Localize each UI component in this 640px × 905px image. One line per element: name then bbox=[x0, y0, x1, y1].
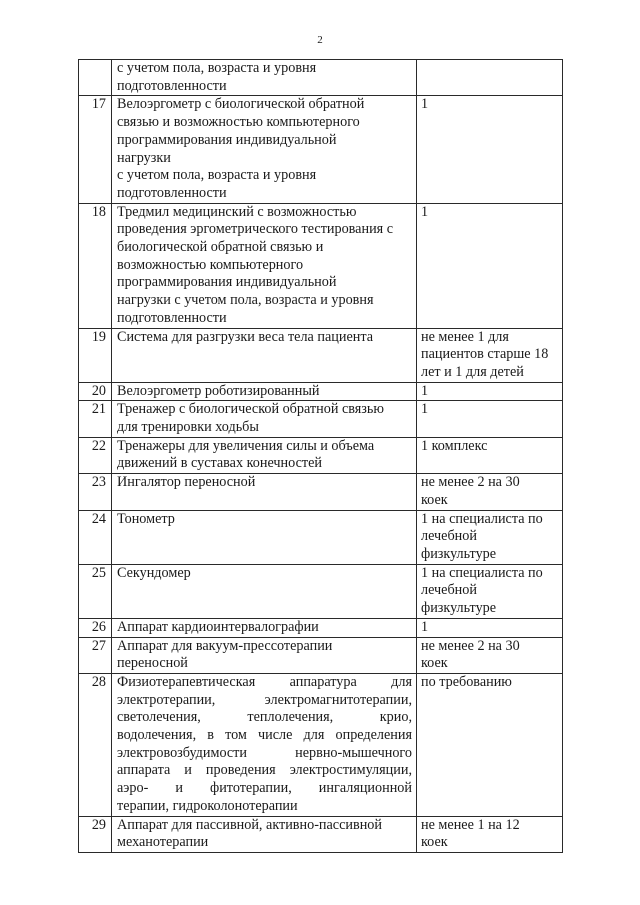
equipment-quantity-line: коек bbox=[421, 834, 448, 851]
equipment-quantity-line: лет и 1 для детей bbox=[421, 363, 524, 380]
row-number: 17 bbox=[79, 96, 112, 203]
equipment-name-line: с учетом пола, возраста и уровня bbox=[117, 167, 317, 184]
equipment-name bbox=[112, 60, 417, 96]
equipment-quantity bbox=[417, 673, 563, 816]
equipment-quantity-line: лечебной bbox=[421, 528, 477, 545]
equipment-name bbox=[112, 328, 417, 382]
equipment-name-line: проведения эргометрического тестирования с bbox=[117, 221, 394, 238]
equipment-name-line: Тренажер с биологической обратной связью bbox=[117, 401, 384, 418]
equipment-name-line: с учетом пола, возраста и уровня bbox=[117, 60, 317, 76]
equipment-quantity-line: не менее 1 на 12 bbox=[421, 816, 520, 833]
equipment-name bbox=[112, 474, 417, 510]
table-row bbox=[79, 382, 563, 401]
table-row bbox=[79, 637, 563, 673]
equipment-quantity-line: лечебной bbox=[421, 582, 477, 599]
equipment-name-line: Аппарат для вакуум-прессотерапии bbox=[117, 637, 333, 654]
equipment-name-line: Тренажеры для увеличения силы и объема bbox=[117, 437, 375, 454]
equipment-name bbox=[112, 618, 417, 637]
equipment-name bbox=[112, 203, 417, 328]
equipment-name-line: Аппарат кардиоинтервалографии bbox=[117, 618, 319, 635]
row-number: 25 bbox=[79, 564, 112, 618]
row-number: 27 bbox=[79, 637, 112, 673]
equipment-quantity-line: 1 bbox=[421, 96, 429, 113]
equipment-quantity bbox=[417, 401, 563, 437]
equipment-name-line: Система для разгрузки веса тела пациента bbox=[117, 328, 374, 345]
equipment-name-line: Тредмил медицинский с возможностью bbox=[117, 203, 357, 220]
equipment-quantity bbox=[417, 618, 563, 637]
row-number bbox=[79, 60, 112, 96]
equipment-name-line: возможностью компьютерного bbox=[117, 256, 304, 273]
row-number: 22 bbox=[79, 437, 112, 473]
table-row bbox=[79, 618, 563, 637]
equipment-name-line: подготовленности bbox=[117, 309, 227, 326]
equipment-quantity bbox=[417, 203, 563, 328]
equipment-name-line: электровозбудимости нервно-мышечного bbox=[117, 744, 412, 761]
equipment-name-line: подготовленности bbox=[117, 184, 227, 201]
equipment-name-line: связью и возможностью компьютерного bbox=[117, 114, 360, 131]
equipment-name-line: для тренировки ходьбы bbox=[117, 419, 259, 436]
equipment-quantity-line: 1 bbox=[421, 382, 429, 399]
equipment-quantity-line: по требованию bbox=[421, 673, 512, 690]
equipment-quantity bbox=[417, 474, 563, 510]
equipment-name bbox=[112, 401, 417, 437]
equipment-name bbox=[112, 816, 417, 852]
equipment-name-line: Аппарат для пассивной, активно-пассивной bbox=[117, 816, 382, 833]
equipment-quantity bbox=[417, 816, 563, 852]
table-row bbox=[79, 60, 563, 96]
equipment-name-line: Ингалятор переносной bbox=[117, 474, 256, 491]
table-row bbox=[79, 510, 563, 564]
equipment-name-line: переносной bbox=[117, 655, 188, 672]
table-row bbox=[79, 437, 563, 473]
equipment-name-line: светолечения, теплолечения, крио, bbox=[117, 709, 412, 726]
equipment-name bbox=[112, 96, 417, 203]
equipment-name bbox=[112, 437, 417, 473]
equipment-name-line: биологической обратной связью и bbox=[117, 239, 324, 256]
equipment-name bbox=[112, 673, 417, 816]
equipment-name-line: водолечения, в том числе для определения bbox=[117, 727, 412, 744]
equipment-quantity-line: 1 комплекс bbox=[421, 437, 488, 454]
equipment-name bbox=[112, 637, 417, 673]
equipment-name-line: нагрузки с учетом пола, возраста и уровня bbox=[117, 292, 374, 309]
row-number: 23 bbox=[79, 474, 112, 510]
equipment-quantity bbox=[417, 96, 563, 203]
table-row bbox=[79, 328, 563, 382]
table-row bbox=[79, 474, 563, 510]
equipment-name-line: электротерапии, электромагнитотерапии, bbox=[117, 691, 412, 708]
row-number: 24 bbox=[79, 510, 112, 564]
equipment-name-line: программирования индивидуальной bbox=[117, 274, 337, 291]
equipment-name-line: аэро- и фитотерапии, ингаляционной bbox=[117, 780, 412, 797]
table-row bbox=[79, 564, 563, 618]
equipment-quantity-line: 1 bbox=[421, 618, 429, 635]
equipment-quantity-line: 1 на специалиста по bbox=[421, 510, 543, 527]
equipment-quantity bbox=[417, 382, 563, 401]
equipment-quantity-line: физкультуре bbox=[421, 600, 497, 617]
table-row bbox=[79, 673, 563, 816]
page-number: 2 bbox=[317, 34, 323, 46]
equipment-quantity-line: 1 bbox=[421, 203, 429, 220]
row-number: 20 bbox=[79, 382, 112, 401]
row-number: 19 bbox=[79, 328, 112, 382]
row-number: 26 bbox=[79, 618, 112, 637]
equipment-quantity-line: не менее 1 для bbox=[421, 328, 509, 345]
equipment-name-line: подготовленности bbox=[117, 77, 227, 94]
equipment-quantity-line: коек bbox=[421, 655, 448, 672]
row-number: 18 bbox=[79, 203, 112, 328]
equipment-quantity-line: 1 на специалиста по bbox=[421, 564, 543, 581]
equipment-quantity-line: пациентов старше 18 bbox=[421, 346, 549, 363]
table-row bbox=[79, 401, 563, 437]
equipment-name-line: Секундомер bbox=[117, 564, 191, 581]
table-row bbox=[79, 203, 563, 328]
equipment-name-line: механотерапии bbox=[117, 834, 209, 851]
equipment-name-line: аппарата и проведения электростимуляции, bbox=[117, 762, 412, 779]
equipment-quantity-line: 1 bbox=[421, 401, 429, 418]
equipment-name bbox=[112, 382, 417, 401]
equipment-name-line: Физиотерапевтическая аппаратура для bbox=[117, 673, 412, 690]
equipment-quantity bbox=[417, 510, 563, 564]
equipment-name-line: Велоэргометр роботизированный bbox=[117, 382, 320, 399]
equipment-name bbox=[112, 564, 417, 618]
table-row bbox=[79, 816, 563, 852]
equipment-name bbox=[112, 510, 417, 564]
table-row bbox=[79, 96, 563, 203]
equipment-quantity bbox=[417, 437, 563, 473]
equipment-quantity bbox=[417, 60, 563, 96]
equipment-table bbox=[78, 59, 563, 853]
equipment-quantity-line: не менее 2 на 30 bbox=[421, 474, 520, 491]
equipment-quantity bbox=[417, 564, 563, 618]
equipment-quantity bbox=[417, 328, 563, 382]
row-number: 21 bbox=[79, 401, 112, 437]
equipment-name-line: нагрузки bbox=[117, 149, 171, 166]
equipment-name-line: движений в суставах конечностей bbox=[117, 455, 322, 472]
row-number: 28 bbox=[79, 673, 112, 816]
equipment-quantity-line: не менее 2 на 30 bbox=[421, 637, 520, 654]
row-number: 29 bbox=[79, 816, 112, 852]
equipment-name-line: Велоэргометр с биологической обратной bbox=[117, 96, 365, 113]
equipment-name-line: программирования индивидуальной bbox=[117, 131, 337, 148]
equipment-name-line: терапии, гидроколонотерапии bbox=[117, 797, 298, 814]
equipment-name-line: Тонометр bbox=[117, 510, 175, 527]
equipment-table-body bbox=[79, 60, 563, 853]
equipment-quantity-line: физкультуре bbox=[421, 545, 497, 562]
equipment-quantity-line: коек bbox=[421, 491, 448, 508]
equipment-quantity bbox=[417, 637, 563, 673]
